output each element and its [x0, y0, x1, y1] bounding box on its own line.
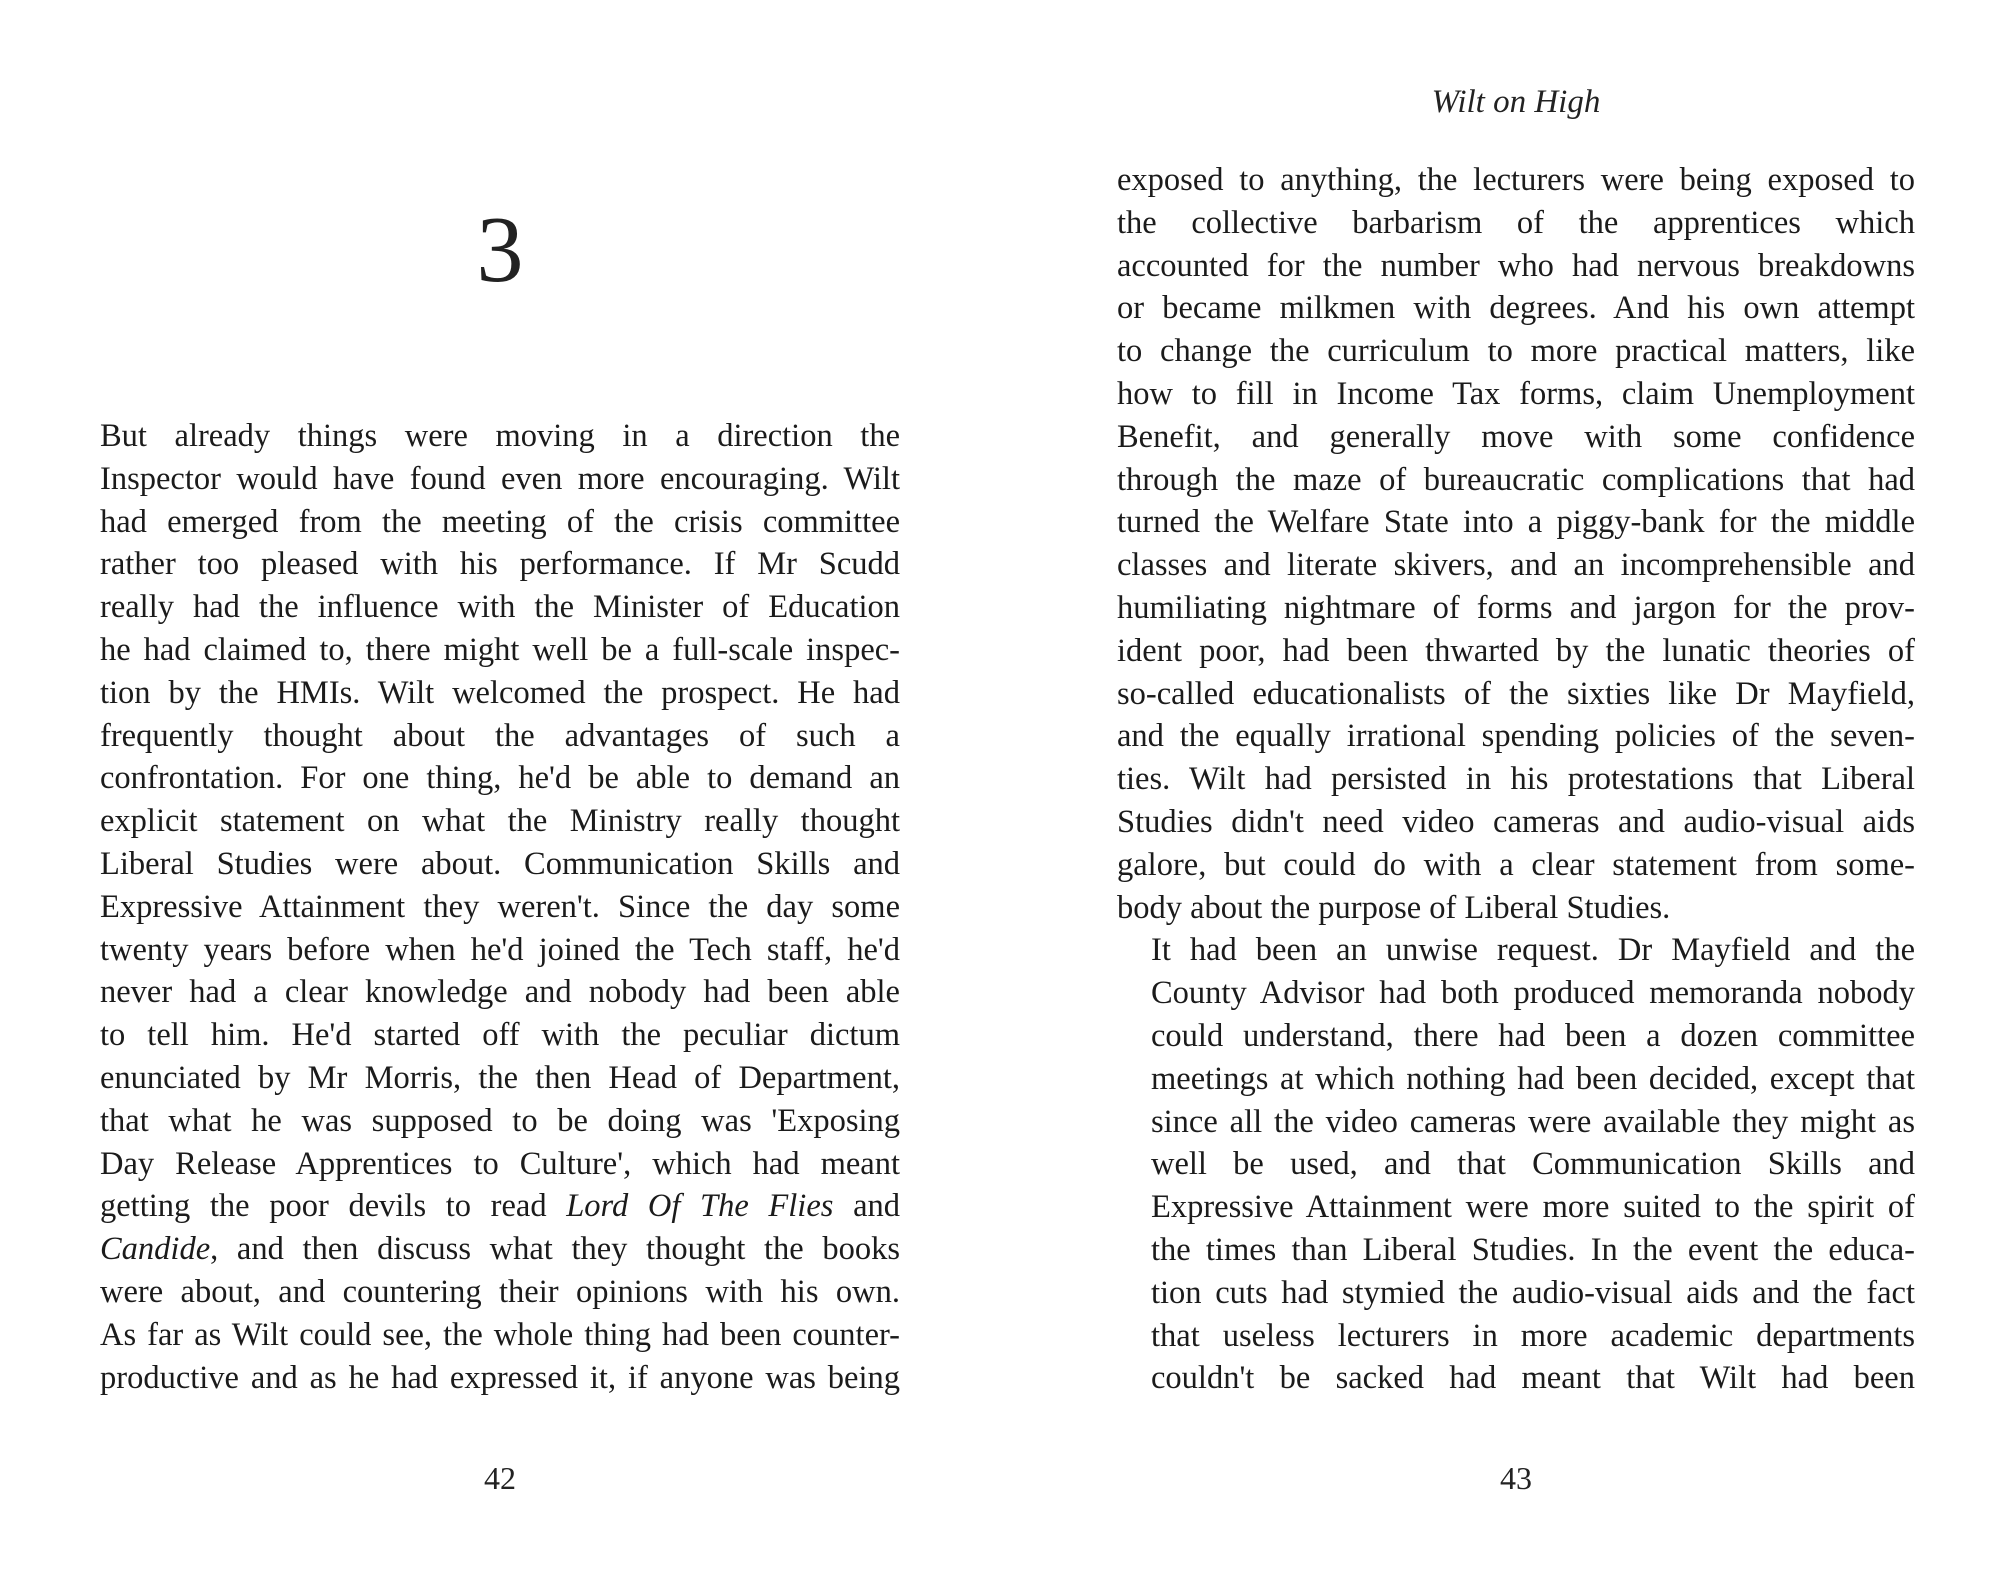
text-line: meetings at which nothing had been decided, except that: [1151, 1060, 1915, 1097]
text-line: so-called educationalists of the sixties like Dr Mayfield,: [1117, 675, 1915, 712]
text-line: rather too pleased with his performance. If Mr Scudd: [100, 546, 900, 583]
text-line: the times than Liberal Studies. In the event the educa-: [1151, 1231, 1915, 1268]
text-line: productive and as he had expressed it, if anyone was being: [100, 1359, 900, 1396]
left-paragraph: [100, 415, 900, 1399]
page-number-right: 43: [1500, 1460, 1532, 1496]
text-line: through the maze of bureaucratic complications that had: [1117, 461, 1915, 498]
text-line: County Advisor had both produced memoranda nobody: [1151, 975, 1915, 1012]
text-line: and the equally irrational spending policies of the seven-: [1117, 718, 1915, 755]
text-line: really had the influence with the Minister of Education: [100, 589, 900, 626]
text-line: to change the curriculum to more practical matters, like: [1117, 333, 1915, 370]
running-head: Wilt on High: [1431, 84, 1601, 120]
text-line: that what he was supposed to be doing was 'Exposing: [100, 1102, 900, 1139]
text-line: frequently thought about the advantages of such a: [100, 717, 900, 754]
text-line: Expressive Attainment were more suited to the spirit of: [1151, 1189, 1915, 1226]
text-line: were about, and countering their opinions with his own.: [100, 1273, 900, 1310]
text-line: classes and literate skivers, and an incomprehensible and: [1117, 547, 1915, 584]
text-line: exposed to anything, the lecturers were being exposed to: [1117, 162, 1915, 198]
text-line: ident poor, had been thwarted by the lunatic theories of: [1117, 632, 1915, 669]
left-page-body: [100, 415, 900, 1399]
right-paragraph-1: [1117, 159, 1915, 929]
text-line: [100, 1228, 900, 1271]
text-line: humiliating nightmare of forms and jargon for the prov-: [1117, 589, 1915, 626]
text-line: had emerged from the meeting of the crisis committee: [100, 503, 900, 540]
text-line: twenty years before when he'd joined the Tech staff, he'd: [100, 931, 900, 968]
text-line: galore, but could do with a clear statement from some-: [1117, 846, 1915, 883]
text-line: or became milkmen with degrees. And his own attempt: [1117, 290, 1915, 327]
text-line: since all the video cameras were available they might as: [1151, 1103, 1915, 1140]
text-line: [100, 1185, 900, 1228]
text-line: Inspector would have found even more encouraging. Wilt: [100, 460, 900, 497]
text-line: Studies didn't need video cameras and audio-visual aids: [1117, 803, 1915, 840]
book-title-lord-of-the-flies: Lord Of The Flies: [566, 1188, 834, 1225]
text-line: explicit statement on what the Ministry really thought: [100, 803, 900, 840]
text-line: ties. Wilt had persisted in his protestations that Liberal: [1117, 761, 1915, 798]
text-line: Day Release Apprentices to Culture', which had meant: [100, 1145, 900, 1182]
text-segment: , and then discuss what they thought the books: [210, 1231, 900, 1268]
text-line: Expressive Attainment they weren't. Since the day some: [100, 888, 900, 925]
text-line: confrontation. For one thing, he'd be able to demand an: [100, 760, 900, 797]
text-line: well be used, and that Communication Skills and: [1151, 1146, 1915, 1183]
text-line: It had been an unwise request. Dr Mayfield and the: [1151, 932, 1915, 969]
text-segment: and: [853, 1188, 900, 1225]
left-page: [100, 0, 900, 1571]
right-page-body: [1117, 159, 1915, 1400]
text-segment: getting the poor devils to read: [100, 1188, 547, 1225]
text-line: to tell him. He'd started off with the peculiar dictum: [100, 1017, 900, 1054]
book-title-candide: Candide: [100, 1231, 211, 1268]
text-line: he had claimed to, there might well be a full-scale inspec-: [100, 631, 900, 668]
text-line: But already things were moving in a direction the: [100, 418, 900, 454]
right-page: [1117, 0, 1915, 1571]
text-line: accounted for the number who had nervous breakdowns: [1117, 247, 1915, 284]
text-line: enunciated by Mr Morris, the then Head of Department,: [100, 1059, 900, 1096]
right-paragraph-2: [1117, 929, 1915, 1400]
text-line: never had a clear knowledge and nobody had been able: [100, 974, 900, 1011]
text-line: As far as Wilt could see, the whole thing had been counter-: [100, 1316, 900, 1353]
text-line: Liberal Studies were about. Communication Skills and: [100, 845, 900, 882]
text-line: could understand, there had been a dozen committee: [1151, 1017, 1915, 1054]
text-line: that useless lecturers in more academic departments: [1151, 1317, 1915, 1354]
text-line: the collective barbarism of the apprentices which: [1117, 204, 1915, 241]
text-line: how to fill in Income Tax forms, claim Unemployment: [1117, 375, 1915, 412]
chapter-number: 3: [476, 198, 524, 302]
text-line: couldn't be sacked had meant that Wilt had been: [1151, 1360, 1915, 1397]
text-line: turned the Welfare State into a piggy-bank for the middle: [1117, 504, 1915, 541]
book-gutter: [1000, 0, 1001, 1571]
page-number-left: 42: [484, 1460, 516, 1496]
text-line: body about the purpose of Liberal Studies.: [1117, 889, 1671, 926]
text-line: tion by the HMIs. Wilt welcomed the prospect. He had: [100, 674, 900, 711]
text-line: tion cuts had stymied the audio-visual aids and the fact: [1151, 1274, 1915, 1311]
text-line: Benefit, and generally move with some confidence: [1117, 418, 1915, 455]
